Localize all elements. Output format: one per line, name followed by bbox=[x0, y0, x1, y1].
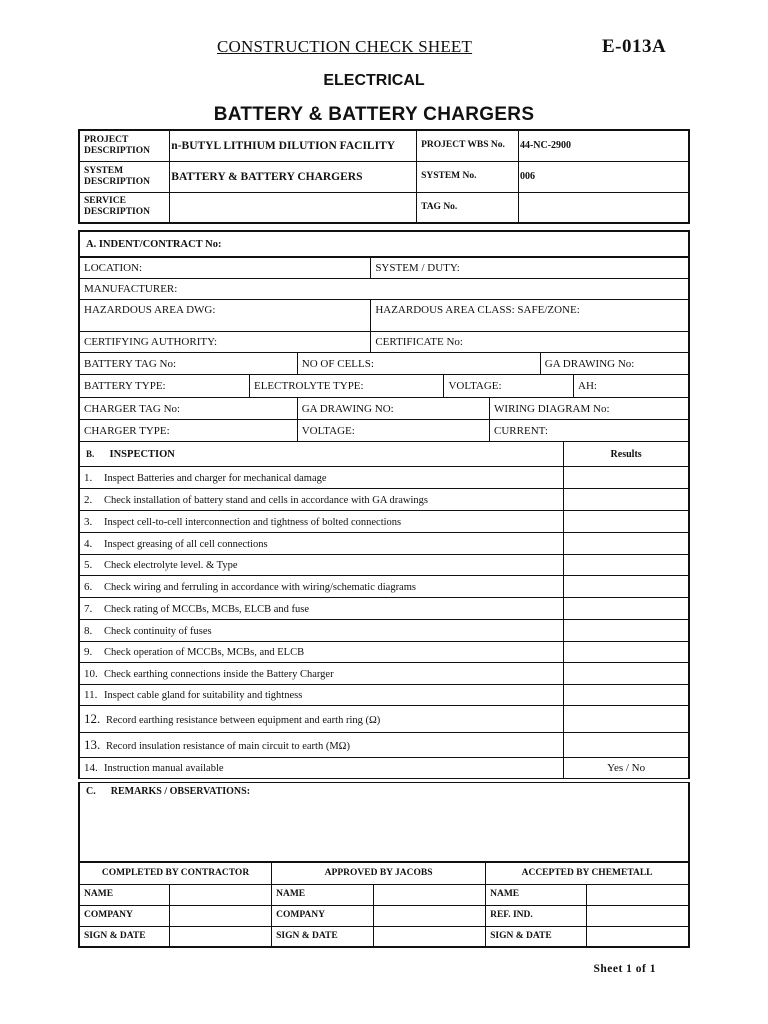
inspection-row bbox=[79, 467, 689, 489]
inspection-row bbox=[79, 642, 689, 663]
discipline-subtitle: ELECTRICAL bbox=[323, 72, 425, 89]
jacobs-sign-label: SIGN & DATE bbox=[272, 926, 374, 947]
contractor-name-input[interactable] bbox=[170, 884, 272, 905]
inspection-item-text: Instruction manual available bbox=[104, 763, 224, 774]
signoff-table bbox=[78, 861, 690, 948]
manufacturer-field[interactable]: MANUFACTURER: bbox=[79, 279, 689, 300]
inspection-item bbox=[79, 555, 564, 576]
inspection-row bbox=[79, 620, 689, 642]
system-label: SYSTEM DESCRIPTION bbox=[79, 161, 170, 192]
inspection-row bbox=[79, 733, 689, 758]
inspection-item-text: Check continuity of fuses bbox=[104, 625, 212, 637]
inspection-item-text: Inspect cable gland for suitability and tightness bbox=[104, 690, 303, 701]
inspection-row bbox=[79, 576, 689, 598]
inspection-row bbox=[79, 533, 689, 555]
contractor-name-label: NAME bbox=[79, 884, 170, 905]
charger-tag-field[interactable]: CHARGER TAG No: bbox=[79, 398, 297, 420]
inspection-row bbox=[79, 555, 689, 576]
certificate-no-field[interactable]: CERTIFICATE No: bbox=[371, 332, 689, 353]
section-b-heading: INSPECTION bbox=[109, 448, 175, 460]
inspection-item-number: 5. bbox=[84, 559, 93, 571]
inspection-item bbox=[79, 620, 564, 642]
certifying-authority-field[interactable]: CERTIFYING AUTHORITY: bbox=[79, 332, 371, 353]
hazardous-class-field[interactable]: HAZARDOUS AREA CLASS: SAFE/ZONE: bbox=[371, 300, 689, 332]
inspection-item bbox=[79, 685, 564, 706]
inspection-result[interactable]: Yes / No bbox=[564, 758, 689, 779]
inspection-item-text: Inspect greasing of all cell connections bbox=[104, 538, 268, 550]
inspection-result[interactable] bbox=[564, 511, 689, 533]
inspection-item-number: 13. bbox=[84, 737, 101, 752]
inspection-item-text: Inspect Batteries and charger for mechanical damage bbox=[104, 472, 327, 484]
indent-contract-heading: A. INDENT/CONTRACT No: bbox=[79, 231, 689, 257]
inspection-row bbox=[79, 685, 689, 706]
inspection-row bbox=[79, 511, 689, 533]
inspection-table bbox=[78, 441, 690, 779]
inspection-item-number: 6. bbox=[84, 580, 93, 593]
tag-value[interactable] bbox=[518, 192, 689, 223]
inspection-item-number: 10. bbox=[84, 667, 98, 680]
remarks-table bbox=[78, 782, 690, 862]
contractor-company-label: COMPANY bbox=[79, 905, 170, 926]
contractor-sign-label: SIGN & DATE bbox=[79, 926, 170, 947]
inspection-result[interactable] bbox=[564, 533, 689, 555]
inspection-result[interactable] bbox=[564, 467, 689, 489]
inspection-heading-cell bbox=[79, 442, 564, 467]
inspection-result[interactable] bbox=[564, 598, 689, 620]
inspection-row bbox=[79, 706, 689, 733]
inspection-item bbox=[79, 489, 564, 511]
tag-label: TAG No. bbox=[417, 192, 519, 223]
service-value[interactable] bbox=[170, 192, 417, 223]
section-a-grid-4 bbox=[78, 397, 690, 442]
inspection-item-number: 12. bbox=[84, 711, 101, 726]
inspection-item-text: Check rating of MCCBs, MCBs, ELCB and fuse bbox=[104, 603, 310, 615]
inspection-item-text: Record earthing resistance between equipment and earth ring (Ω) bbox=[106, 715, 381, 726]
chemetall-header: ACCEPTED BY CHEMETALL bbox=[486, 862, 689, 884]
contractor-header: COMPLETED BY CONTRACTOR bbox=[79, 862, 272, 884]
inspection-item-text: Inspect cell-to-cell interconnection and tightness of bolted connections bbox=[104, 516, 402, 528]
inspection-result[interactable] bbox=[564, 576, 689, 598]
no-of-cells-field[interactable]: NO OF CELLS: bbox=[297, 353, 540, 375]
inspection-item-number: 3. bbox=[84, 515, 93, 528]
inspection-item bbox=[79, 706, 564, 733]
section-a-table bbox=[78, 230, 690, 258]
current-field[interactable]: CURRENT: bbox=[490, 420, 689, 442]
inspection-result[interactable] bbox=[564, 663, 689, 685]
inspection-item-number: 9. bbox=[84, 646, 93, 658]
chemetall-name-input[interactable] bbox=[586, 884, 689, 905]
inspection-item-number: 8. bbox=[84, 624, 93, 637]
section-c-heading: REMARKS / OBSERVATIONS: bbox=[110, 786, 251, 797]
chemetall-sign-label: SIGN & DATE bbox=[486, 926, 587, 947]
ah-field[interactable]: AH: bbox=[574, 375, 689, 398]
inspection-item-number: 14. bbox=[84, 762, 98, 774]
sheet-heading: BATTERY & BATTERY CHARGERS bbox=[213, 104, 535, 125]
section-b-letter: B. bbox=[86, 448, 95, 459]
inspection-item-text: Check earthing connections inside the Battery Charger bbox=[104, 668, 334, 680]
voltage-1-field[interactable]: VOLTAGE: bbox=[444, 375, 574, 398]
project-value[interactable]: n-BUTYL LITHIUM DILUTION FACILITY bbox=[170, 130, 417, 161]
inspection-result[interactable] bbox=[564, 620, 689, 642]
inspection-item-number: 2. bbox=[84, 493, 93, 506]
inspection-item-number: 11. bbox=[84, 689, 98, 701]
project-label: PROJECT DESCRIPTION bbox=[79, 130, 170, 161]
battery-type-field[interactable]: BATTERY TYPE: bbox=[79, 375, 249, 398]
battery-tag-field[interactable]: BATTERY TAG No: bbox=[79, 353, 297, 375]
system-no-value[interactable]: 006 bbox=[518, 161, 689, 192]
inspection-item-number: 1. bbox=[84, 471, 93, 484]
voltage-2-field[interactable]: VOLTAGE: bbox=[297, 420, 489, 442]
electrolyte-type-field[interactable]: ELECTROLYTE TYPE: bbox=[249, 375, 444, 398]
inspection-item bbox=[79, 598, 564, 620]
inspection-result[interactable] bbox=[564, 733, 689, 758]
ga-drawing-1-field[interactable]: GA DRAWING No: bbox=[540, 353, 689, 375]
location-field[interactable]: LOCATION: bbox=[79, 257, 371, 279]
inspection-result[interactable] bbox=[564, 642, 689, 663]
inspection-item bbox=[79, 467, 564, 489]
system-no-label: SYSTEM No. bbox=[417, 161, 519, 192]
remarks-cell[interactable] bbox=[79, 783, 689, 862]
sheet-number: Sheet 1 of 1 bbox=[593, 963, 656, 975]
inspection-item-text: Check installation of battery stand and cells in accordance with GA drawings bbox=[104, 494, 428, 506]
chemetall-sign-input[interactable] bbox=[586, 926, 689, 947]
inspection-result[interactable] bbox=[564, 685, 689, 706]
project-table bbox=[78, 129, 690, 224]
jacobs-company-input[interactable] bbox=[373, 905, 485, 926]
page-title: CONSTRUCTION CHECK SHEET bbox=[217, 37, 473, 56]
wbs-label: PROJECT WBS No. bbox=[417, 130, 519, 161]
inspection-row bbox=[79, 598, 689, 620]
chemetall-name-label: NAME bbox=[486, 884, 587, 905]
chemetall-ref-input[interactable] bbox=[586, 905, 689, 926]
system-value[interactable]: BATTERY & BATTERY CHARGERS bbox=[170, 161, 417, 192]
system-duty-field[interactable]: SYSTEM / DUTY: bbox=[371, 257, 689, 279]
wiring-diagram-field[interactable]: WIRING DIAGRAM No: bbox=[490, 398, 689, 420]
results-header: Results bbox=[564, 442, 689, 467]
inspection-item bbox=[79, 733, 564, 758]
contractor-company-input[interactable] bbox=[170, 905, 272, 926]
ga-drawing-2-field[interactable]: GA DRAWING NO: bbox=[297, 398, 489, 420]
hazardous-dwg-field[interactable]: HAZARDOUS AREA DWG: bbox=[79, 300, 371, 332]
charger-type-field[interactable]: CHARGER TYPE: bbox=[79, 420, 297, 442]
section-a-grid-3 bbox=[78, 374, 690, 398]
jacobs-name-input[interactable] bbox=[373, 884, 485, 905]
inspection-item bbox=[79, 758, 564, 779]
inspection-item-text: Record insulation resistance of main circuit to earth (MΩ) bbox=[106, 741, 350, 752]
section-c-letter: C. bbox=[86, 786, 96, 797]
service-label: SERVICE DESCRIPTION bbox=[79, 192, 170, 223]
inspection-result[interactable] bbox=[564, 555, 689, 576]
jacobs-sign-input[interactable] bbox=[373, 926, 485, 947]
inspection-row bbox=[79, 758, 689, 779]
wbs-value[interactable]: 44-NC-2900 bbox=[518, 130, 689, 161]
inspection-item-number: 4. bbox=[84, 537, 93, 550]
inspection-item-text: Check wiring and ferruling in accordance with wiring/schematic diagrams bbox=[104, 581, 416, 593]
jacobs-header: APPROVED BY JACOBS bbox=[272, 862, 486, 884]
chemetall-ref-label: REF. IND. bbox=[486, 905, 587, 926]
inspection-result[interactable] bbox=[564, 706, 689, 733]
section-a-grid-1 bbox=[78, 256, 690, 353]
inspection-item bbox=[79, 576, 564, 598]
inspection-item bbox=[79, 533, 564, 555]
contractor-sign-input[interactable] bbox=[170, 926, 272, 947]
inspection-item bbox=[79, 642, 564, 663]
inspection-item-number: 7. bbox=[84, 602, 93, 615]
inspection-row bbox=[79, 489, 689, 511]
inspection-item-text: Check operation of MCCBs, MCBs, and ELCB bbox=[104, 647, 305, 658]
jacobs-name-label: NAME bbox=[272, 884, 374, 905]
inspection-row bbox=[79, 663, 689, 685]
inspection-item bbox=[79, 511, 564, 533]
inspection-result[interactable] bbox=[564, 489, 689, 511]
inspection-item-text: Check electrolyte level. & Type bbox=[104, 560, 238, 571]
section-a-grid-2 bbox=[78, 352, 690, 375]
jacobs-company-label: COMPANY bbox=[272, 905, 374, 926]
inspection-item bbox=[79, 663, 564, 685]
document-code: E-013A bbox=[602, 36, 667, 57]
